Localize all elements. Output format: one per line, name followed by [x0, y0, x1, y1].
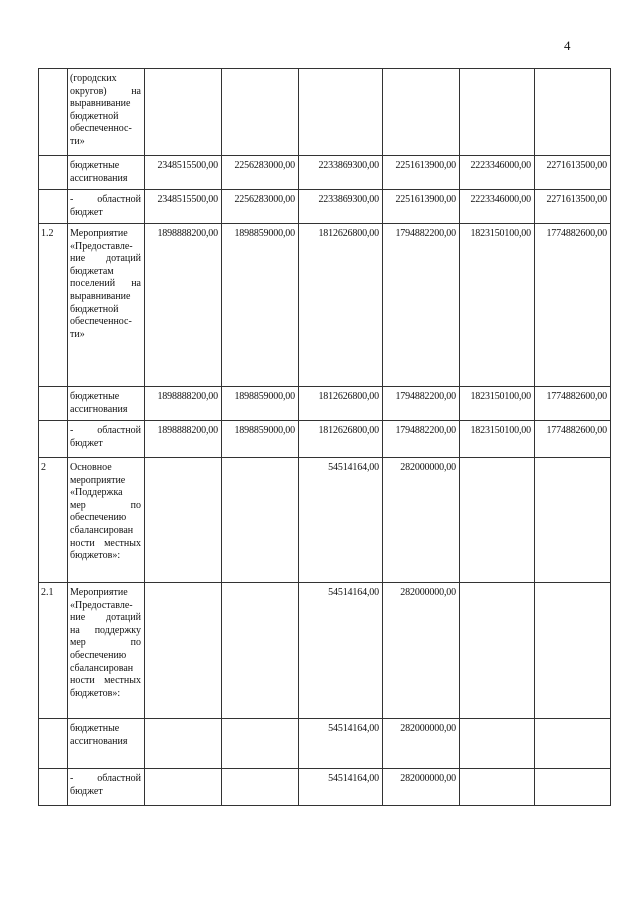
value-cell: [460, 458, 535, 583]
value-cell: 282000000,00: [383, 769, 460, 806]
value-cell: 1898859000,00: [222, 421, 299, 458]
description-line: «Предоставле-: [70, 240, 133, 252]
table-row: [39, 458, 611, 583]
value-cell: [460, 719, 535, 769]
value-cell: 2233869300,00: [299, 190, 383, 224]
table-row: [39, 224, 611, 387]
description-line: - областной: [70, 773, 141, 784]
description-line: - областной: [70, 194, 141, 205]
description-line: - областной: [70, 425, 141, 436]
description-line: бюджет: [70, 206, 103, 218]
row-number-cell: [39, 719, 68, 769]
description-line: бюджет: [70, 437, 103, 449]
row-number-cell: 2.1: [39, 583, 68, 719]
value-cell: 54514164,00: [299, 769, 383, 806]
value-cell: 1774882600,00: [535, 387, 611, 421]
description-line: мер по: [70, 499, 141, 511]
description-line: обеспечению: [70, 512, 127, 524]
table-row: [39, 421, 611, 458]
description-line: бюджетов»:: [70, 687, 121, 699]
budget-table: [38, 68, 611, 806]
value-cell: 1794882200,00: [383, 387, 460, 421]
row-number-cell: [39, 387, 68, 421]
value-cell: [145, 69, 222, 156]
value-cell: 282000000,00: [383, 458, 460, 583]
value-cell: [460, 583, 535, 719]
description-line: Мероприятие: [70, 228, 128, 239]
description-cell: [68, 421, 145, 458]
description-cell: [68, 387, 145, 421]
description-line: ние дотаций: [70, 612, 141, 624]
value-cell: [535, 769, 611, 806]
value-cell: [535, 458, 611, 583]
value-cell: 1812626800,00: [299, 421, 383, 458]
description-line: (городских: [70, 73, 117, 84]
description-cell: [68, 224, 145, 387]
description-line: ассигнования: [70, 735, 128, 747]
description-line: обеспечению: [70, 649, 127, 661]
value-cell: 1898859000,00: [222, 387, 299, 421]
value-cell: 2348515500,00: [145, 156, 222, 190]
description-line: выравнивание: [70, 290, 131, 302]
table-row: [39, 387, 611, 421]
description-line: бюджетам: [70, 265, 114, 277]
row-number-cell: [39, 190, 68, 224]
description-line: на поддержку: [70, 624, 141, 636]
description-line: бюджетов»:: [70, 550, 121, 562]
value-cell: 54514164,00: [299, 719, 383, 769]
description-line: «Предоставле-: [70, 599, 133, 611]
description-line: ассигнования: [70, 172, 128, 184]
value-cell: 1898888200,00: [145, 421, 222, 458]
value-cell: [383, 69, 460, 156]
row-number-cell: 1.2: [39, 224, 68, 387]
description-line: бюджетные: [70, 160, 120, 171]
value-cell: [145, 719, 222, 769]
row-number-cell: 2: [39, 458, 68, 583]
table-row: [39, 190, 611, 224]
value-cell: 1812626800,00: [299, 387, 383, 421]
value-cell: [535, 583, 611, 719]
description-line: Основное: [70, 462, 112, 473]
description-line: бюджетные: [70, 723, 120, 734]
description-line: «Поддержка: [70, 487, 123, 499]
description-cell: [68, 719, 145, 769]
value-cell: 2233869300,00: [299, 156, 383, 190]
value-cell: [145, 583, 222, 719]
value-cell: [460, 69, 535, 156]
value-cell: [535, 69, 611, 156]
description-line: ти»: [70, 328, 85, 340]
value-cell: 2256283000,00: [222, 190, 299, 224]
row-number-cell: [39, 156, 68, 190]
value-cell: 54514164,00: [299, 583, 383, 719]
description-line: выравнивание: [70, 98, 131, 110]
value-cell: 1812626800,00: [299, 224, 383, 387]
description-cell: [68, 156, 145, 190]
value-cell: 1794882200,00: [383, 421, 460, 458]
page-number: 4: [564, 38, 571, 53]
table-row: [39, 156, 611, 190]
row-number-cell: [39, 69, 68, 156]
value-cell: [222, 583, 299, 719]
value-cell: [145, 769, 222, 806]
description-line: ности местных: [70, 537, 141, 549]
description-cell: [68, 583, 145, 719]
value-cell: 54514164,00: [299, 458, 383, 583]
table-row: [39, 719, 611, 769]
value-cell: [222, 719, 299, 769]
value-cell: 282000000,00: [383, 583, 460, 719]
value-cell: 1898888200,00: [145, 224, 222, 387]
description-line: округов) на: [70, 85, 141, 97]
value-cell: 2348515500,00: [145, 190, 222, 224]
value-cell: 1823150100,00: [460, 387, 535, 421]
table-row: [39, 583, 611, 719]
row-number-cell: [39, 421, 68, 458]
description-line: бюджетной: [70, 303, 119, 315]
description-line: мероприятие: [70, 474, 126, 486]
value-cell: 282000000,00: [383, 719, 460, 769]
description-line: поселений на: [70, 278, 141, 290]
value-cell: [222, 458, 299, 583]
value-cell: 2271613500,00: [535, 156, 611, 190]
description-line: бюджетные: [70, 391, 120, 402]
description-cell: [68, 190, 145, 224]
value-cell: [299, 69, 383, 156]
value-cell: [460, 769, 535, 806]
description-line: ассигнования: [70, 403, 128, 415]
description-cell: [68, 769, 145, 806]
description-line: обеспеченнос-: [70, 123, 132, 135]
value-cell: 1823150100,00: [460, 224, 535, 387]
value-cell: 2256283000,00: [222, 156, 299, 190]
value-cell: 2223346000,00: [460, 156, 535, 190]
table-row: [39, 769, 611, 806]
description-line: ности местных: [70, 675, 141, 687]
value-cell: 2271613500,00: [535, 190, 611, 224]
description-line: мер по: [70, 637, 141, 649]
value-cell: 1898888200,00: [145, 387, 222, 421]
description-line: сбалансирован: [70, 662, 134, 674]
value-cell: 1774882600,00: [535, 421, 611, 458]
description-line: бюджет: [70, 785, 103, 797]
description-line: ти»: [70, 135, 85, 147]
value-cell: 1794882200,00: [383, 224, 460, 387]
value-cell: [222, 69, 299, 156]
value-cell: 2251613900,00: [383, 190, 460, 224]
value-cell: 2251613900,00: [383, 156, 460, 190]
description-line: обеспеченнос-: [70, 316, 132, 328]
description-line: бюджетной: [70, 110, 119, 122]
table-row: [39, 69, 611, 156]
value-cell: [145, 458, 222, 583]
row-number-cell: [39, 769, 68, 806]
description-line: сбалансирован: [70, 524, 134, 536]
description-line: Мероприятие: [70, 587, 128, 598]
value-cell: 2223346000,00: [460, 190, 535, 224]
value-cell: [222, 769, 299, 806]
description-cell: [68, 69, 145, 156]
value-cell: 1774882600,00: [535, 224, 611, 387]
value-cell: [535, 719, 611, 769]
value-cell: 1898859000,00: [222, 224, 299, 387]
description-line: ние дотаций: [70, 253, 141, 265]
value-cell: 1823150100,00: [460, 421, 535, 458]
description-cell: [68, 458, 145, 583]
